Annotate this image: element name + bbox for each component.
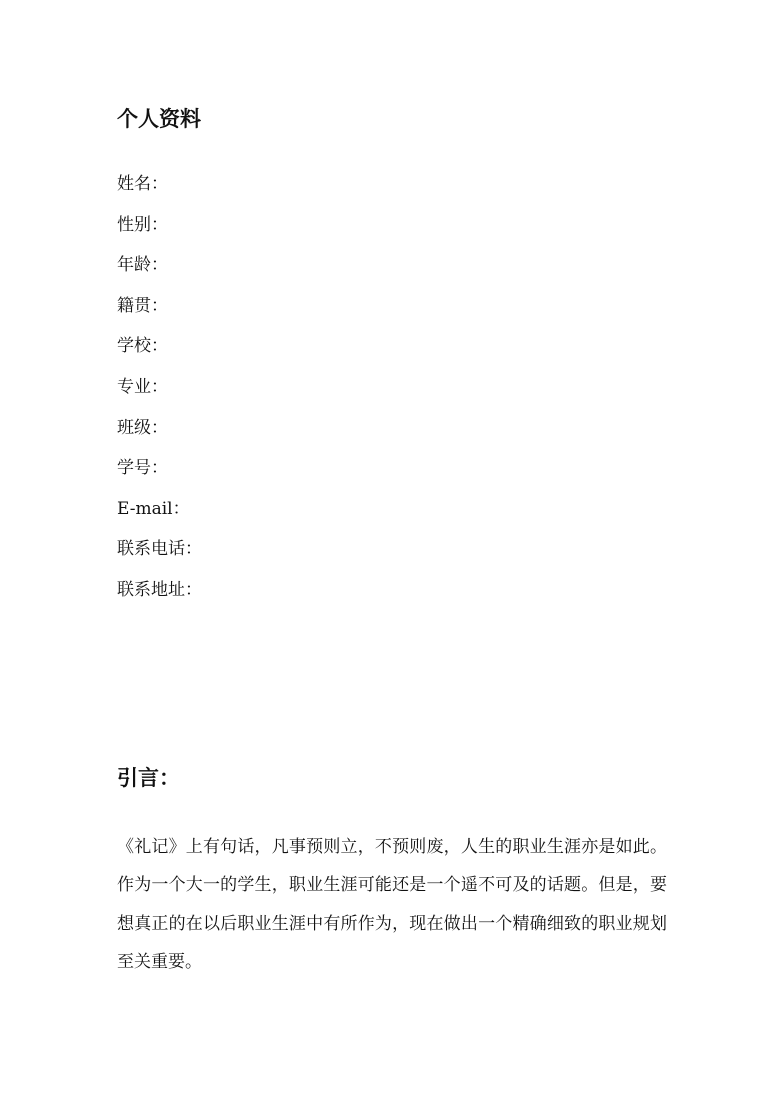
field-email: E-mail： xyxy=(117,498,190,519)
field-hometown: 籍贯： xyxy=(117,295,168,316)
field-address: 联系地址： xyxy=(117,579,202,600)
field-name: 姓名： xyxy=(117,174,168,194)
profile-heading: 个人资料 xyxy=(117,106,201,131)
profile-field-list xyxy=(117,172,202,619)
field-student-id: 学号： xyxy=(117,458,168,479)
field-phone: 联系电话： xyxy=(117,539,202,560)
field-major: 专业： xyxy=(117,376,168,397)
field-age: 年龄： xyxy=(117,255,168,276)
intro-paragraph: 《礼记》上有句话，凡事预则立，不预则废，人生的职业生涯亦是如此。作为一个大一的学生，职业生涯可能还是一个遥不可及的话题。但是，要想真正的在以后职业生涯中有所作为，现在做出一个精确细致的职业规划至关重要。 xyxy=(117,837,667,972)
intro-heading: 引言： xyxy=(117,765,180,790)
field-school: 学校： xyxy=(117,336,168,357)
field-gender: 性别： xyxy=(117,214,168,235)
field-class: 班级： xyxy=(117,417,168,438)
